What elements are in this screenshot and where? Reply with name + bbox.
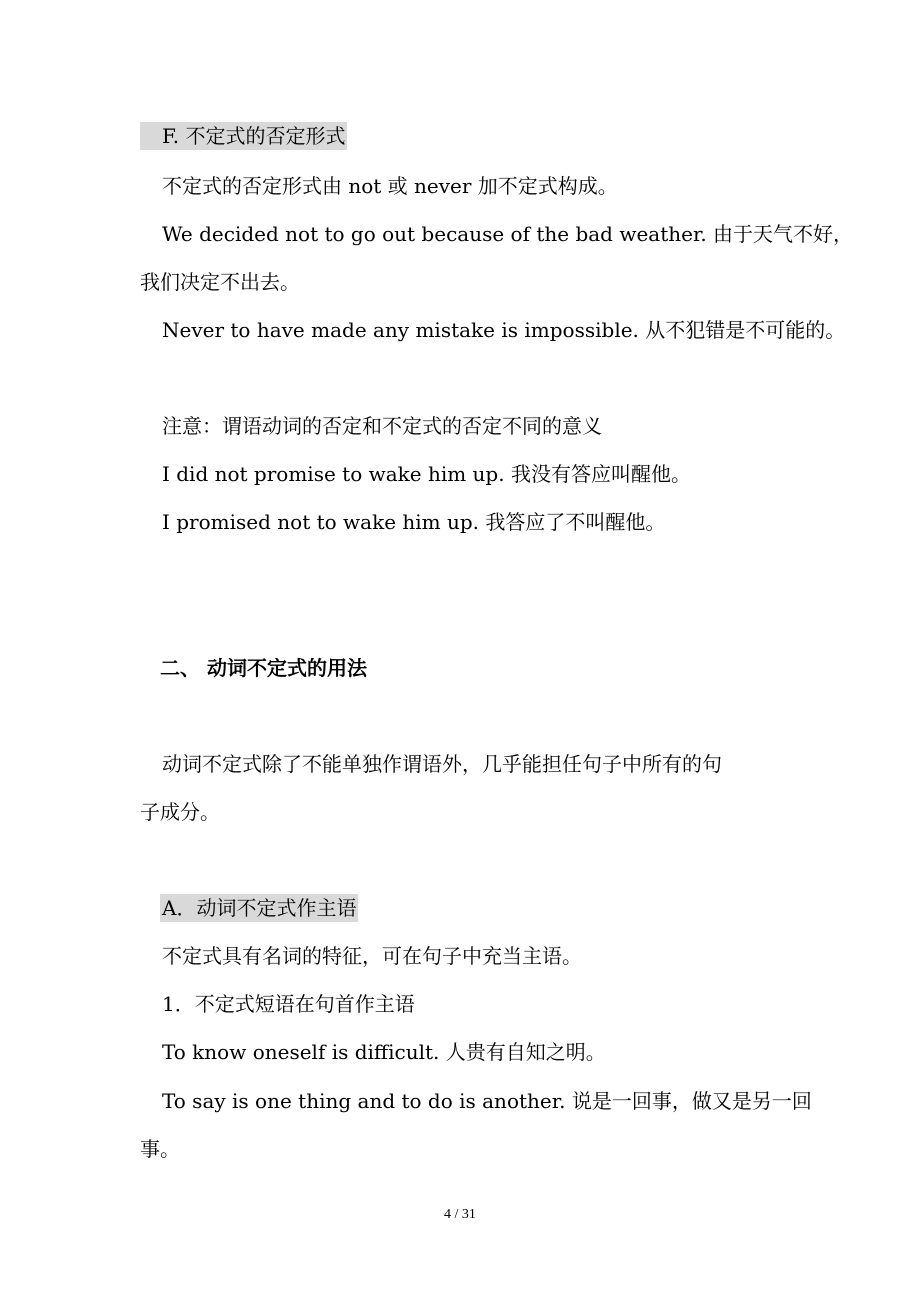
section-a-example-say-do-line1: To say is one thing and to do is another. 说是一回事，做又是另一回	[162, 1089, 812, 1113]
section-a-paragraph-1: 不定式具有名词的特征，可在句子中充当主语。	[162, 944, 582, 968]
section-a-example-say-do-line2: 事。	[140, 1137, 180, 1161]
section-f-paragraph-1: 不定式的否定形式由 not 或 never 加不定式构成。	[162, 174, 618, 198]
section-f-note: 注意：谓语动词的否定和不定式的否定不同的意义	[162, 414, 602, 438]
section-f-example-did-not-promise: I did not promise to wake him up. 我没有答应叫醒他。	[162, 462, 691, 486]
page-number: 4 / 31	[444, 1207, 476, 1222]
section-f-example-weather-line1: We decided not to go out because of the bad weather. 由于天气不好，	[162, 222, 854, 246]
section-f-example-never: Never to have made any mistake is impossible. 从不犯错是不可能的。	[162, 318, 846, 342]
section-2-intro-line2: 子成分。	[140, 800, 220, 824]
section-a-subheading-1: 1．不定式短语在句首作主语	[162, 992, 415, 1016]
section-2-title: 二、 动词不定式的用法	[160, 656, 367, 680]
section-2-intro-line1: 动词不定式除了不能单独作谓语外，几乎能担任句子中所有的句	[162, 752, 722, 776]
section-a-heading: A．动词不定式作主语	[162, 896, 357, 920]
section-f-example-weather-line2: 我们决定不出去。	[140, 270, 300, 294]
section-f-example-promised-not: I promised not to wake him up. 我答应了不叫醒他。	[162, 510, 666, 534]
section-a-example-know-oneself: To know oneself is difficult. 人贵有自知之明。	[162, 1040, 606, 1064]
section-f-heading: F. 不定式的否定形式	[140, 122, 347, 150]
